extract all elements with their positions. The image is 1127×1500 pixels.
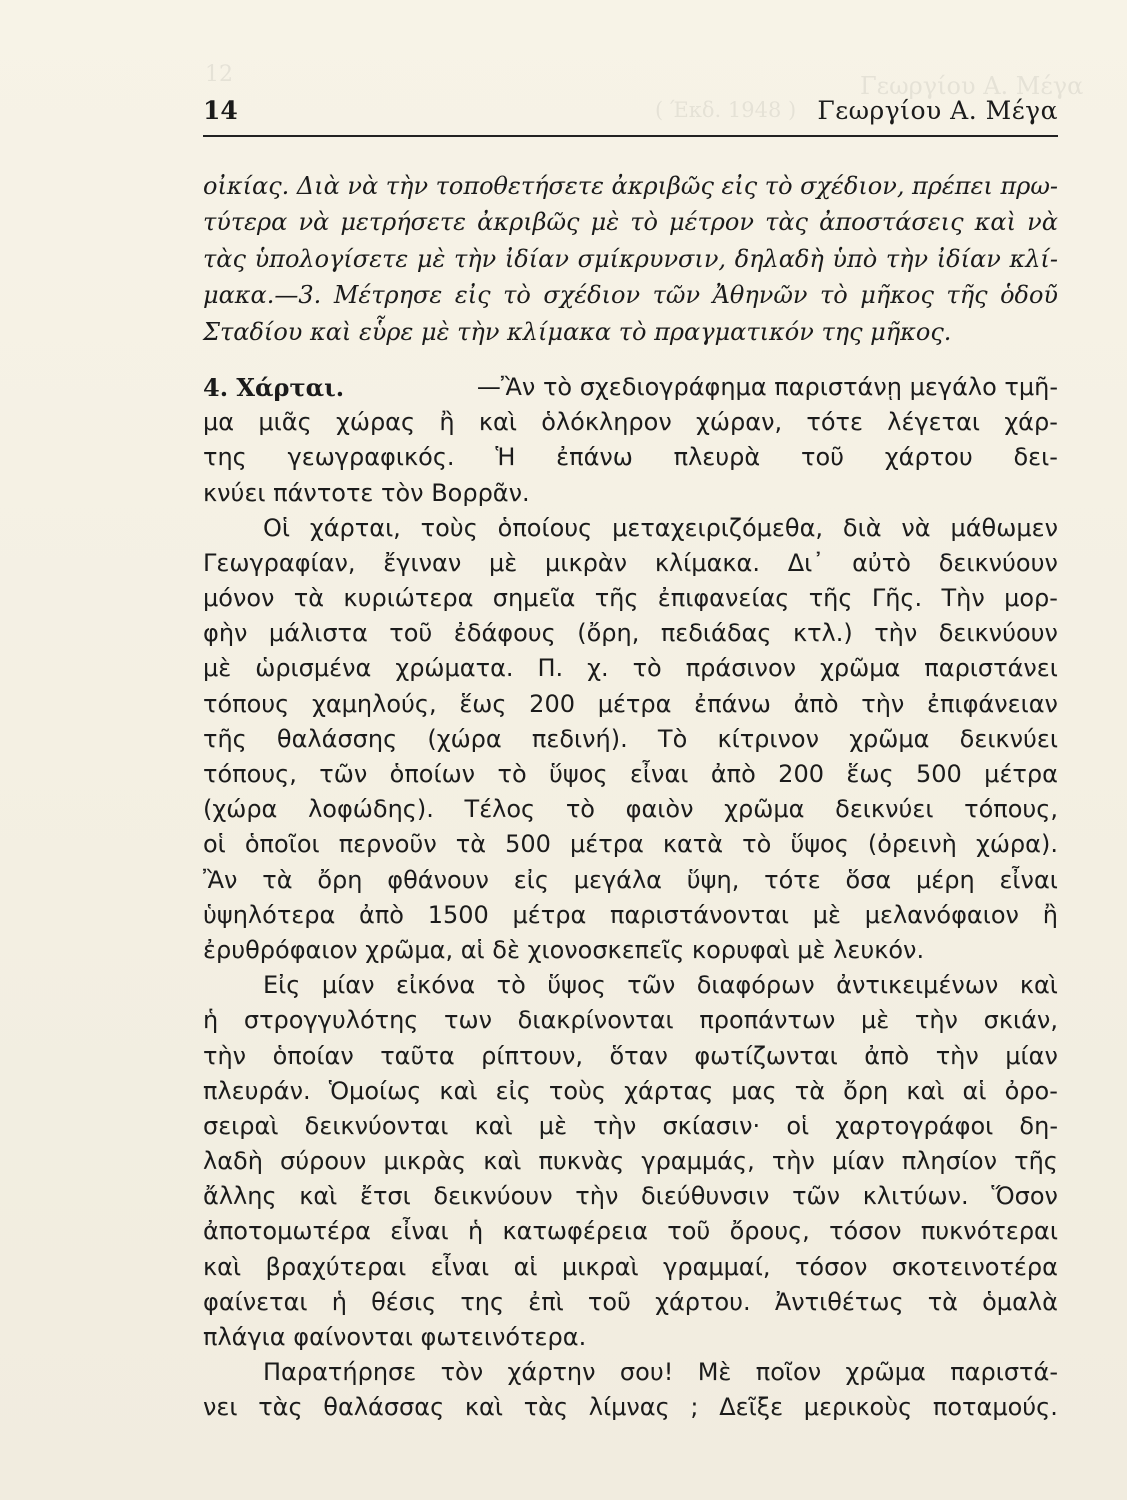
text-line: τῆς θαλάσσης (χώρα πεδινή). Τὸ κίτρινον χρῶμα δεικνύει <box>203 724 1058 753</box>
text-line: ἀποτομωτέρα εἶναι ἡ κατωφέρεια τοῦ ὄρους, τόσον πυκνότεραι <box>203 1217 1058 1246</box>
section-heading: 4. Χάρται. <box>203 372 345 402</box>
header-rule <box>203 135 1058 137</box>
text-line: Σταδίου καὶ εὗρε μὲ τὴν κλίμακα τὸ πραγματικόν της μῆκος. <box>203 317 952 346</box>
section-4-paragraph <box>203 370 1058 511</box>
text-line: Οἱ χάρται, τοὺς ὁποίους μεταχειριζόμεθα, διὰ νὰ μάθωμεν <box>263 513 1058 542</box>
text-line: (χώρα λοφώδης). Τέλος τὸ φαιὸν χρῶμα δεικνύει τόπους, <box>203 795 1058 824</box>
text-line: οἱ ὁποῖοι περνοῦν τὰ 500 μέτρα κατὰ τὸ ὕψος (ὀρεινὴ χώρα). <box>203 830 1058 859</box>
text-line: Παρατήρησε τὸν χάρτην σου! Μὲ ποῖον χρῶμα παριστά- <box>263 1358 1058 1387</box>
text-line: πλάγια φαίνονται φωτεινότερα. <box>203 1323 587 1352</box>
text-line: τύτερα νὰ μετρήσετε ἀκριβῶς μὲ τὸ μέτρον τὰς ἀποστάσεις καὶ νὰ <box>203 208 1058 237</box>
text-line: τὴν ὁποίαν ταῦτα ρίπτουν, ὅταν φωτίζωνται ἀπὸ τὴν μίαν <box>203 1041 1058 1070</box>
text-line: φὴν μάλιστα τοῦ ἐδάφους (ὄρη, πεδιάδας κτλ.) τὴν δεικνύουν <box>203 619 1058 648</box>
text-line: τόπους, τῶν ὁποίων τὸ ὕψος εἶναι ἀπὸ 200 ἕως 500 μέτρα <box>203 760 1058 789</box>
paragraph-maps-colors <box>203 511 1058 968</box>
text-line: φαίνεται ἡ θέσις της ἐπὶ τοῦ χάρτου. Ἀντιθέτως τὰ ὁμαλὰ <box>203 1287 1058 1316</box>
text-line: σειραὶ δεικνύονται καὶ μὲ τὴν σκίασιν· οἱ χαρτογράφοι δη- <box>203 1111 1058 1140</box>
text-line: τὰς ὑπολογίσετε μὲ τὴν ἰδίαν σμίκρυνσιν, δηλαδὴ ὑπὸ τὴν ἰδίαν κλί- <box>203 244 1058 273</box>
paragraph-shading <box>203 968 1058 1355</box>
text-line: ἐρυθρόφαιον χρῶμα, αἱ δὲ χιονοσκεπεῖς κορυφαὶ μὲ λευκόν. <box>203 935 925 964</box>
text-line: λαδὴ σύρουν μικρὰς καὶ πυκνὰς γραμμάς, τὴν μίαν πλησίον τῆς <box>203 1147 1058 1176</box>
section-heading-line <box>203 370 1058 405</box>
text-line: νει τὰς θαλάσσας καὶ τὰς λίμνας ; Δεῖξε μερικοὺς ποταμούς. <box>203 1393 1058 1422</box>
running-head <box>203 96 1058 134</box>
header-author: Γεωργίου Α. Μέγα <box>817 96 1058 125</box>
text-line: Γεωγραφίαν, ἔγιναν μὲ μικρὰν κλίμακα. Δι᾿ αὐτὸ δεικνύουν <box>203 548 1058 577</box>
bleed-through-header: Γεωργίου Α. Μέγα <box>860 72 1084 100</box>
text-line: πλευράν. Ὁμοίως καὶ εἰς τοὺς χάρτας μας τὰ ὄρη καὶ αἱ ὀρο- <box>203 1076 1058 1105</box>
page-body <box>203 168 1058 1426</box>
text-line: κνύει πάντοτε τὸν Βορρᾶν. <box>203 478 530 507</box>
paragraph-exercise <box>203 1355 1058 1425</box>
page-number: 14 <box>203 96 238 125</box>
text-line: ἡ στρογγυλότης των διακρίνονται προπάντων μὲ τὴν σκιάν, <box>203 1006 1058 1035</box>
text-line: της γεωγραφικός. Ἡ ἐπάνω πλευρὰ τοῦ χάρτου δει- <box>203 443 1058 472</box>
bleed-through-edition: ( Έκδ. 1948 ) <box>655 98 797 122</box>
text-line: Ἂν τὰ ὄρη φθάνουν εἰς μεγάλα ὕψη, τότε ὅσα μέρη εἶναι <box>203 865 1058 894</box>
text-line: οἰκίας. Διὰ νὰ τὴν τοποθετήσετε ἀκριβῶς εἰς τὸ σχέδιον, πρέπει πρω- <box>203 172 1058 200</box>
text-line: μα μιᾶς χώρας ἢ καὶ ὁλόκληρον χώραν, τότε λέγεται χάρ- <box>203 408 1058 437</box>
text-line: Εἰς μίαν εἰκόνα τὸ ὕψος τῶν διαφόρων ἀντικειμένων καὶ <box>263 971 1058 1000</box>
bleed-through-page-number: 12 <box>205 62 233 87</box>
text-line: μόνον τὰ κυριώτερα σημεῖα τῆς ἐπιφανείας τῆς Γῆς. Τὴν μορ- <box>203 584 1058 613</box>
intro-paragraph <box>203 168 1058 350</box>
section-heading-line-rest: —Ἂν τὸ σχεδιογράφημα παριστάνῃ μεγάλο τμῆ- <box>476 372 1058 401</box>
text-line: μὲ ὡρισμένα χρώματα. Π. χ. τὸ πράσινον χρῶμα παριστάνει <box>203 654 1058 683</box>
text-line: ἄλλης καὶ ἔτσι δεικνύουν τὴν διεύθυνσιν τῶν κλιτύων. Ὅσον <box>203 1182 1058 1211</box>
text-line: καὶ βραχύτεραι εἶναι αἱ μικραὶ γραμμαί, τόσον σκοτεινοτέρα <box>203 1252 1058 1281</box>
text-line: μακα.—3. Μέτρησε εἰς τὸ σχέδιον τῶν Ἀθηνῶν τὸ μῆκος τῆς ὁδοῦ <box>203 281 1058 310</box>
text-line: ὑψηλότερα ἀπὸ 1500 μέτρα παριστάνονται μὲ μελανόφαιον ἢ <box>203 900 1058 929</box>
text-line: τόπους χαμηλούς, ἕως 200 μέτρα ἐπάνω ἀπὸ τὴν ἐπιφάνειαν <box>203 689 1058 718</box>
